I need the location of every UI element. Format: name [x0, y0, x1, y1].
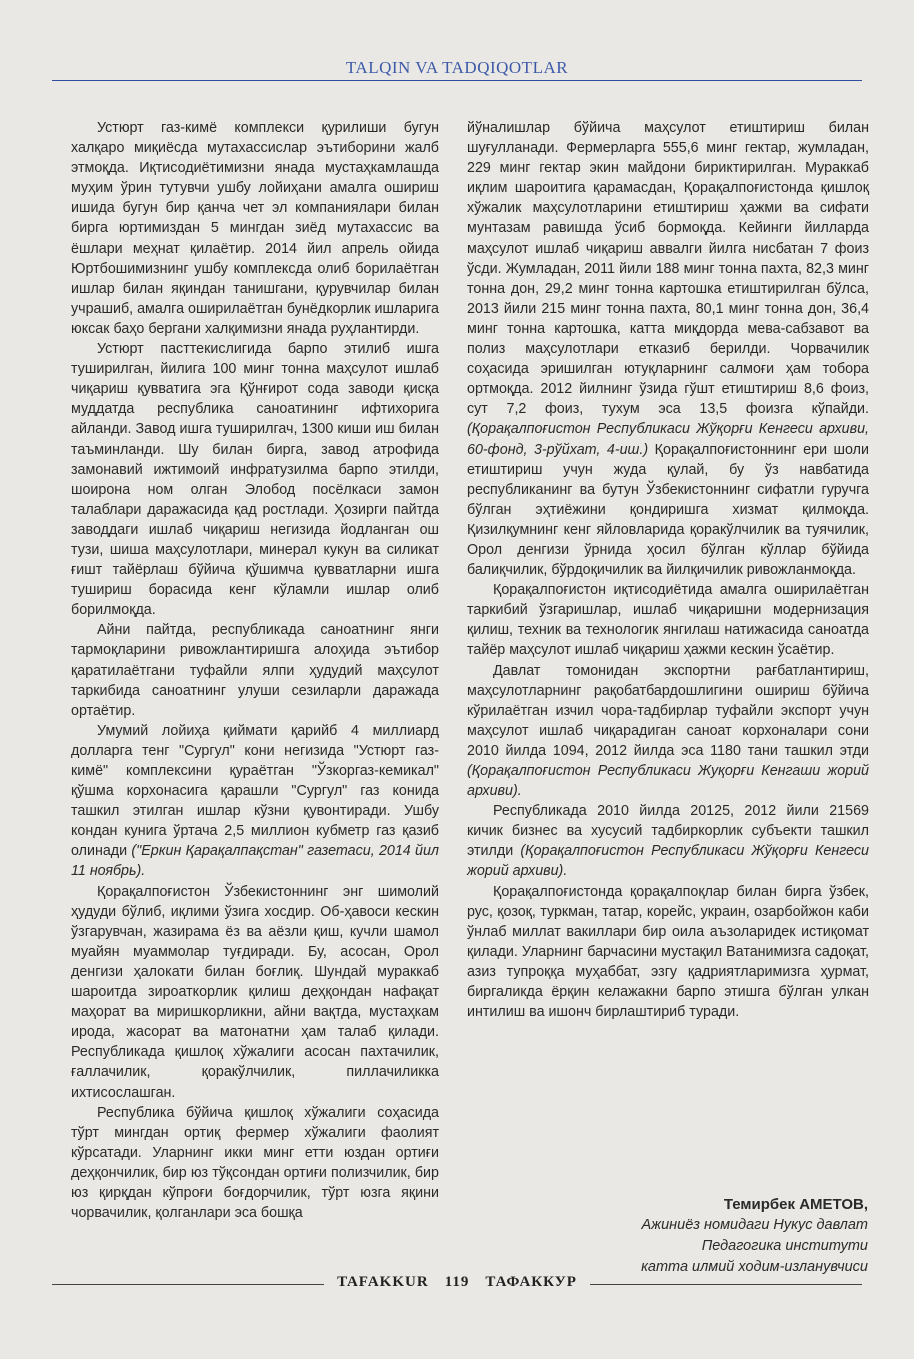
paragraph: Қорақалпоғистон иқтисодиётида амалга оширилаётган таркибий ўзгаришлар, ишлаб чиқаришни модернизация қилиш, техник ва технологик янгилаш натижасида саноатда тайёр маҳсулот ишлаб чиқариш ҳажми кескин ўсаётир.: [467, 582, 869, 659]
author-affiliation-line: Педагогика институти: [701, 1238, 868, 1254]
paragraph: Умумий лойиҳа қиймати қарийб 4 миллиард долларга тенг "Сургул" кони негизида "Устюрт газ-кимё" комплексини қураётган "Ўзкоргаз-кемикал" қўшма корхонасига қарашли "Сургул" газ конида ташкил этилган ишлар кўзни қувонтиради. Ушбу кондан кунига ўртача 2,5 миллион кубметр газ қазиб олинади ("Еркин Қарақалпақстан" газетаси, 2014 йил 11 ноябрь).: [71, 722, 439, 880]
journal-name-latin: TAFAKKUR: [337, 1274, 429, 1290]
page-footer: [52, 1272, 862, 1296]
paragraph: Қорақалпоғистон Ўзбекистоннинг энг шимолий ҳудуди бўлиб, иқлими ўзига хосдир. Об-ҳавоси кескин ўзгарувчан, жазирама ёз ва аёзли қиш, кучли шамол муайян муаммолар туғдиради. Бу, асосан, Орол денгизи ҳалокати билан боғлиқ. Шундай мураккаб шароитда зироаткорлик қилиш деҳқондан нафақат маҳорат ва миришкорликни, айни вақтда, мустаҳкам ирода, жасорат ва матонатни ҳам талаб қилади. Республикада қишлоқ хўжалиги асосан пахтачилик, ғаллачилик, қоракўлчилик, пиллачиликка ихтисослашган.: [71, 883, 439, 1101]
page-number: 119: [444, 1274, 470, 1290]
paragraph: Устюрт пасттекислигида барпо этилиб ишга туширилган, йилига 100 минг тонна маҳсулот ишлаб чиқариш қувватига эга Қўнғирот сода заводи қисқа муддатда республика саноатининг ифтихорига айланди. Завод ишга туширилгач, 1300 киши иш билан таъминланди. Шу билан бирга, завод атрофида замонавий ижтимоий инфратузилма барпо этилди, шоирона ном олган Элобод посёлкаси замон талаблари даражасида қад ростлади. Ҳозирги пайтда заводдаги ишлаб чиқариш негизида йодланган ош тузи, шиша маҳсулотлари, минерал кукун ва силикат ғишт тайёрлаш бўйича қўшимча қувватларни ишга тушириш борасида кенг кўламли ишлар олиб борилмоқда.: [71, 341, 439, 619]
footer-text: [52, 1274, 862, 1291]
paragraph: Қорақалпоғистонда қорақалпоқлар билан бирга ўзбек, рус, қозоқ, туркман, татар, корейс, украин, озарбойжон каби ўнлаб миллат вакиллари бир оила аъзоларидек истиқомат қилади. Уларнинг барчасини мустақил Ватанимизга садоқат, азиз тупроққа муҳаббат, эзгу қадриятларимизга ҳурмат, биргаликда ёрқин келажакни барпо этишга бўлган улкан интилиш ва ишонч бирлаштириб туради.: [467, 883, 869, 1021]
paragraph: Республика бўйича қишлоқ хўжалиги соҳасида тўрт мингдан ортиқ фермер хўжалиги фаолият кўрсатади. Уларнинг икки минг етти юздан ортиғи деҳқончилик, бир юз тўқсондан ортиғи полизчилик, бир юз қирқдан кўпроғи боғдорчилик, тўрт юзга яқини чорвачилик, қолганлари эса бошқа: [71, 1104, 439, 1222]
right-column: [467, 118, 869, 1022]
paragraph: йўналишлар бўйича маҳсулот етиштириш билан шуғулланади. Фермерларга 555,6 минг гектар, жумладан, 229 минг гектар экин майдони бириктирилган. Мураккаб иқлим шароитига қарамасдан, Қорақалпоғистонда қишлоқ хўжалик маҳсулотларини етиштириш ҳажми ва сифати мунтазам равишда ўсиб бормоқда. Кейинги йилларда маҳсулот ишлаб чиқариш аввалги йилга нисбатан 7 фоиз ўсди. Жумладан, 2011 йили 188 минг тонна пахта, 82,3 минг тонна дон, 29,2 минг тонна картошка етиштирилган бўлса, 2013 йили 215 минг тонна пахта, 80,1 минг тонна дон, 36,4 минг тонна картошка, катта миқдорда мева-сабзавот ва полиз маҳсулотлари етказиб берилди. Чорвачилик соҳасида эришилган ютуқларнинг салмоғи ҳам тобора ортмоқда. 2012 йилнинг ўзида гўшт етиштириш 8,6 фоиз, сут 7,2 фоиз, тухум эса 13,5 фоизга кўпайди. (Қорақалпоғистон Республикаси Жўқорғи Кенгеси архиви, 60-фонд, 3-рўйхат, 4-иш.) Қорақалпоғистоннинг ери шоли етиштириш учун жуда қулай, бу ўз навбатида республиканинг ва бутун Ўзбекистоннинг сифатли гуручга бўлган эҳтиёжини қондиришга хизмат қилмоқда. Қизилқумнинг кенг яйловларида қоракўлчилик ва туячилик, Орол денгизи ўрнида ҳосил бўлган кўллар бўйида балиқчилик, бўрдоқичилик ва йилқичилик ривожланмоқда.: [467, 120, 869, 579]
paragraph: Айни пайтда, республикада саноатнинг янги тармоқларини ривожлантиришга алоҳида эътибор қаратилаётгани туфайли ялпи ҳудудий маҳсулот таркибида саноатнинг улуши сезиларли даражада ортаётир.: [71, 622, 439, 719]
author-affiliation-line: Ажиниёз номидаги Нукус давлат: [641, 1217, 868, 1233]
header-rule: [52, 80, 862, 81]
author-affiliation-line: катта илмий ходим-изланувчиси: [641, 1259, 868, 1275]
paragraph: Устюрт газ-кимё комплекси қурилиши бугун халқаро миқиёсда мутахассислар эътиборини жалб этмоқда. Иқтисодиётимизни янада мустаҳкамлашда муҳим ўрин тутувчи ушбу лойиҳани амалга ошириш ишида бугун бир қанча чет эл компаниялари билан бирга юртимиздан 5 мингдан зиёд мутахассис ва ёшлари меҳнат қилаётир. 2014 йил апрель ойида Юртбошимизнинг ушбу комплексда олиб борилаётган ишлар билан яқиндан танишгани, қурувчилар билан учрашиб, амалга оширилаётган бунёдкорлик ишларига юксак баҳо бергани халқимизни янада руҳлантирди.: [71, 120, 439, 337]
running-header: TALQIN VA TADQIQOTLAR: [345, 58, 569, 77]
author-name: Темирбек АМЕТОВ,: [723, 1196, 868, 1213]
left-column: [71, 118, 439, 1223]
author-signature: [641, 1194, 868, 1278]
paragraph: Давлат томонидан экспортни рағбатлантириш, маҳсулотларнинг рақобатбардошлигини ошириш бўйича кўрилаётган изчил чора-тадбирлар туфайли экспорт учун маҳсулот ишлаб чиқарадиган саноат корхоналари сони 2010 йилда 1094, 2012 йилда эса 1180 тани ташкил этди (Қорақалпоғистон Республикаси Жуқорғи Кенгаши жорий архиви).: [467, 662, 869, 800]
journal-name-cyrillic: ТАФАККУР: [485, 1274, 577, 1290]
paragraph: Республикада 2010 йилда 20125, 2012 йили 21569 кичик бизнес ва хусусий тадбиркорлик субъекти ташкил этилди (Қорақалпоғистон Республикаси Жўқорғи Кенгеси жорий архиви).: [467, 803, 869, 880]
